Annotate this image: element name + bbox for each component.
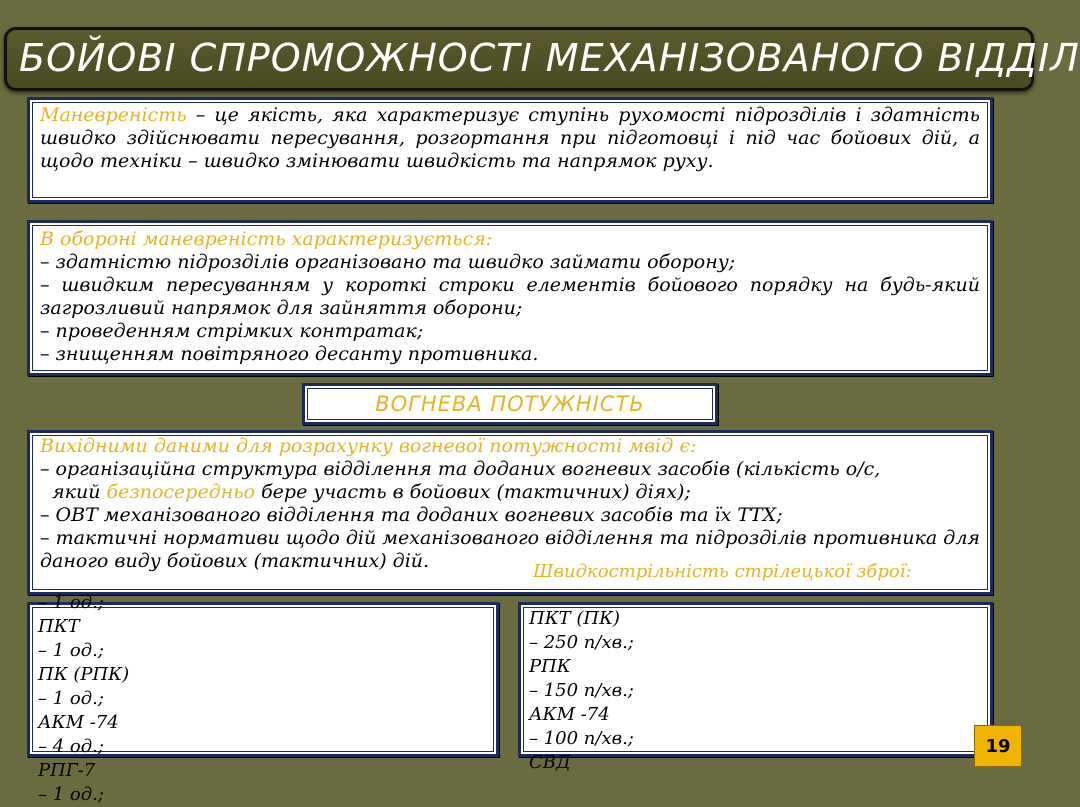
fire-rate-caption: Швидкострільність стрілецької зброї: [533,561,912,582]
maneuverability-text [40,104,980,173]
weapons-count-list [38,591,129,807]
firepower-intro: Вихідними даними для розрахунку вогневої потужності мвід є: [40,435,697,457]
firepower-heading-box [302,383,718,425]
list-item: ПКТ [38,616,80,637]
list-item: – 100 п/хв.; [529,728,634,749]
defense-item: – знищенням повітряного десанту противника. [40,343,539,365]
defense-text [40,228,980,366]
fire-rate-box [518,602,993,773]
list-item: – 1 од.; [38,688,104,709]
firepower-line: який безпосередньо бере участь в бойових (тактичних) діях); [40,481,691,503]
firepower-heading: ВОГНЕВА ПОТУЖНІСТЬ [375,392,645,416]
defense-heading: В обороні маневреність характеризується: [40,228,493,250]
list-item: ПКТ (ПК) [529,608,621,629]
list-item: РПГ-7 [38,760,96,781]
firepower-text [40,435,980,573]
firepower-line: – ОВТ механізованого відділення та доданих вогневих засобів та їх ТТХ; [40,504,783,526]
firepower-line: – організаційна структура відділення та доданих вогневих засобів (кількість о/с, [40,458,881,480]
defense-item: – здатністю підрозділів організовано та швидко займати оборону; [40,251,736,273]
firepower-line: – тактичні нормативи щодо дій механізованого відділення та підрозділів противника для даного виду бойових (тактичних) дій. [40,527,980,572]
weapons-count-box [27,592,499,805]
list-item: АКМ -74 [38,712,119,733]
defense-item: – проведенням стрімких контратак; [40,320,424,342]
fire-rate-list [529,607,634,775]
defense-item: – швидким пересуванням у короткі строки елементів бойового порядку на будь-який загрозливий напрямок для зайняття оборони; [40,274,980,319]
list-item: – 4 од.; [38,736,104,757]
page-title: БОЙОВІ СПРОМОЖНОСТІ МЕХАНІЗОВАНОГО ВІДДІЛ [19,36,1080,80]
list-item: РПК [529,656,571,677]
list-item: – 1 од.; [38,640,104,661]
title-bar [4,27,1080,91]
list-item: АКМ -74 [529,704,610,725]
defense-box [27,220,993,376]
list-item: – 150 п/хв.; [529,680,634,701]
list-item: СВД [529,752,571,773]
maneuverability-definition: – це якість, яка характеризує ступінь рухомості підрозділів і здатність швидко здійснювати пересування, розгортання при підготовці і під час бойових дій, а щодо техніки – швидко змінювати швидкість та напрямок руху. [40,104,980,172]
highlight-word: безпосередньо [106,481,256,503]
list-item: – 250 п/хв.; [529,632,634,653]
list-item: – 1 од.; [38,784,104,805]
maneuverability-box [27,97,993,203]
maneuverability-term: Маневреність [40,104,187,126]
list-item: – 1 од.; [38,592,104,613]
page-number: 19 [974,725,1022,767]
list-item: ПК (РПК) [38,664,130,685]
